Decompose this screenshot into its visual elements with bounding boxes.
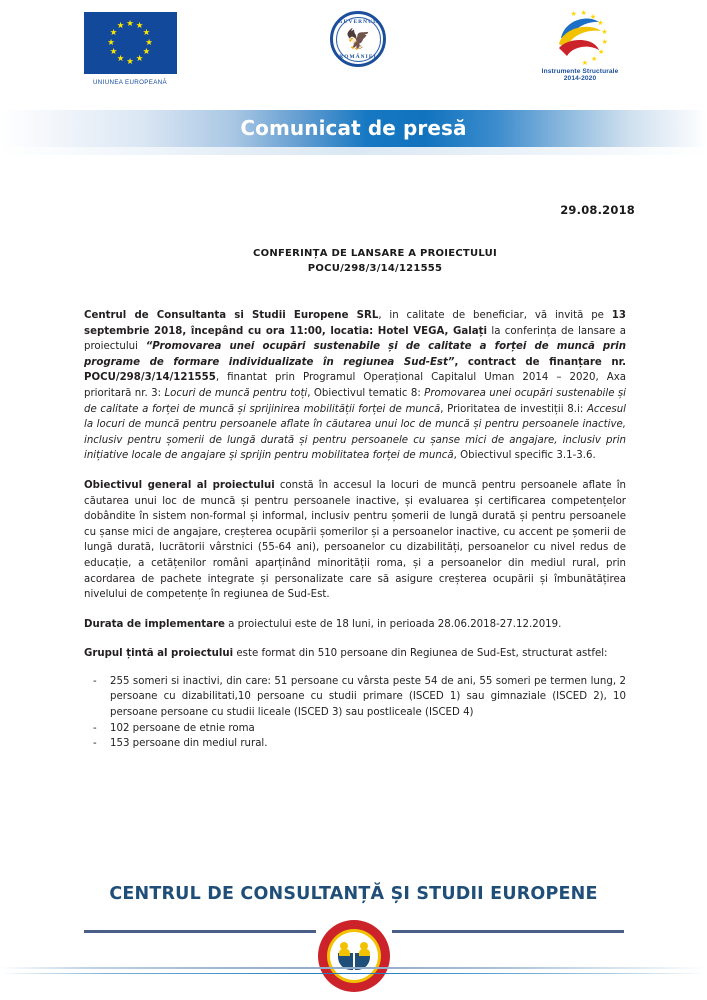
p1-text2: la conferința de lansare a proiectului: [84, 325, 626, 353]
eu-star-icon: ★: [126, 18, 134, 29]
conference-title-line1: CONFERINȚA DE LANSARE A PROIECTULUI: [253, 248, 497, 259]
eu-star-icon: ★: [109, 47, 118, 57]
duration-text: a proiectului este de 18 luni, in perioada 28.06.2018-27.12.2019.: [224, 618, 562, 630]
structural-caption-line1: Instrumente Structurale: [541, 68, 619, 75]
footer-divider-lower: [0, 973, 707, 974]
seal-top-text: GUVERNUL: [338, 18, 378, 25]
ccse-emblem-icon: [318, 920, 390, 992]
p1-text5: , Prioritatea de investiții 8.i:: [440, 403, 587, 415]
target-group-text: este format din 510 persoane din Regiunea de Sud-Est, structurat astfel:: [233, 648, 608, 660]
emblem-person-right-body: [359, 949, 370, 956]
footer-divider-upper: [0, 967, 707, 969]
structural-instruments-logo-block: [520, 8, 640, 82]
eu-star-icon: ★: [142, 28, 151, 38]
footer-rule-left: [84, 930, 316, 933]
target-group-label: Grupul țintă al proiectului: [84, 648, 234, 660]
eu-logo-block: [78, 12, 182, 86]
structural-caption-line2: 2014-2020: [563, 75, 597, 82]
eu-star-icon: ★: [116, 21, 125, 32]
banner-title: Comunicat de presă: [240, 116, 467, 140]
romanian-government-seal-icon: [330, 11, 386, 67]
header-logo-strip: [0, 0, 707, 100]
romanian-government-logo-block: [318, 11, 398, 67]
list-item: - 153 persoane din mediul rural.: [84, 736, 626, 752]
eu-star-icon: ★: [107, 37, 115, 48]
paragraph-target-group: [84, 646, 626, 662]
list-item: - 255 someri si inactivi, din care: 51 persoane cu vârsta peste 54 de ani, 55 someri pe termen lung, 2 persoane cu dizabilitati,10 persoane cu studii primare (ISCED 1) sau gimnaziale (ISCED 2), 10 persoane persoane cu studii liceale (ISCED 3) sau postliceale (ISCED 4): [84, 674, 626, 721]
footer-organization-name: CENTRUL DE CONSULTANȚĂ ȘI STUDII EUROPENE: [109, 884, 598, 904]
eu-star-icon: ★: [135, 53, 144, 64]
banner-shadow-strip: [0, 147, 707, 155]
document-date: 29.08.2018: [560, 203, 635, 217]
target-group-list: [84, 674, 626, 752]
list-item: - 102 persoane de etnie roma: [84, 721, 626, 737]
duration-label: Durata de implementare: [84, 618, 225, 630]
p1-text1: , in calitate de beneficiar, vă invită pe: [378, 310, 612, 321]
conference-title-line2: POCU/298/3/14/121555: [307, 262, 443, 274]
event-details: 13 septembrie 2018, începând cu ora 11:00, locatia: Hotel VEGA, Galați: [84, 310, 626, 337]
paragraph-invitation: [84, 308, 626, 464]
footer-rule-right: [392, 930, 624, 933]
structural-star-icon: ★: [601, 38, 608, 47]
eu-star-icon: ★: [116, 53, 125, 64]
p1-text6: , Obiectivul specific 3.1-3.6.: [453, 450, 596, 462]
document-body: [84, 308, 626, 752]
eagle-icon: 🦅: [345, 27, 371, 51]
general-objective-text: constă în accesul la locuri de muncă pentru persoanele aflate în căutarea unui loc de muncă și pentru persoanele inactive, și evaluarea și certificarea competențelor dobândite în sistem non-formal și informal, inclusiv pentru șomerii de lungă durată și pentru persoanele cu șanse mici de angajare, creșterea ocupării șomerilor și a persoanelor inactive, cu accent pe șomerii de lungă durată, lucrătorii vârstnici (55-64 ani), persoanelor cu dizabilități, persoanelor cu nivel redus de educație, a cetățenilor români aparținând minorității roma, și a persoanelor din mediul rural, prin acordarea de pachete integrate și personalizate care să asigure creșterea ocupării și îmbunătățirea nivelului de competențe în regiunea de Sud-Est.: [84, 479, 626, 601]
general-objective-label: Obiectivul general al proiectului: [84, 479, 275, 491]
emblem-person-left-body: [339, 949, 350, 956]
eu-star-icon: ★: [109, 28, 118, 38]
emblem-person-right-head: [360, 942, 368, 950]
eu-star-icon: ★: [142, 47, 151, 57]
structural-instruments-icon: [547, 8, 613, 66]
eu-star-icon: ★: [126, 56, 134, 67]
eu-logo-caption: UNIUNEA EUROPEANĂ: [92, 79, 168, 86]
emblem-person-left-head: [340, 942, 348, 950]
eu-star-icon: ★: [135, 21, 144, 32]
paragraph-duration: [84, 617, 626, 633]
structural-star-icon: ★: [580, 9, 587, 18]
seal-bottom-text: ROMÂNIEI: [339, 53, 377, 60]
contract-number: , contract de finanțare nr. POCU/298/3/14/121555: [84, 356, 627, 384]
investment-priority: Accesul la locuri de muncă pentru persoanele aflate în căutarea unui loc de muncă și pentru persoanele inactive, inclusiv pentru șomerii de lungă durată și pentru persoanele cu șanse mici de angajare, inclusiv prin inițiative locale de angajare și sprijin pentru mobilitatea forței de muncă: [84, 403, 626, 462]
paragraph-general-objective: [84, 478, 626, 603]
company-name: Centrul de Consultanta si Studii Europene SRL: [84, 310, 379, 321]
eu-star-icon: ★: [145, 37, 153, 48]
structural-star-icon: ★: [597, 47, 605, 56]
structural-star-icon: ★: [590, 54, 598, 63]
structural-star-icon: ★: [570, 9, 577, 18]
axis-name: Locuri de muncă pentru toți: [164, 387, 308, 399]
project-name: “Promovarea unei ocupări sustenabile și de calitate a forței de muncă prin programe de formare individualizate în regiunea Sud-Est”: [84, 341, 626, 368]
thematic-objective: Promovarea unei ocupări sustenabile și de calitate a forței de muncă și sprijinirea mobilității forței de muncă: [84, 387, 627, 415]
structural-star-icon: ★: [601, 28, 608, 37]
structural-star-icon: ★: [597, 19, 604, 28]
eu-flag-icon: [84, 12, 177, 74]
p1-text3: , finantat prin Programul Operațional Capitalul Uman 2014 – 2020, Axa prioritară nr. 3:: [84, 372, 626, 399]
p1-text4: , Obiectivul tematic 8:: [307, 387, 425, 399]
conference-title: [75, 247, 675, 276]
structural-star-icon: ★: [581, 58, 589, 67]
structural-star-icon: ★: [589, 12, 597, 21]
